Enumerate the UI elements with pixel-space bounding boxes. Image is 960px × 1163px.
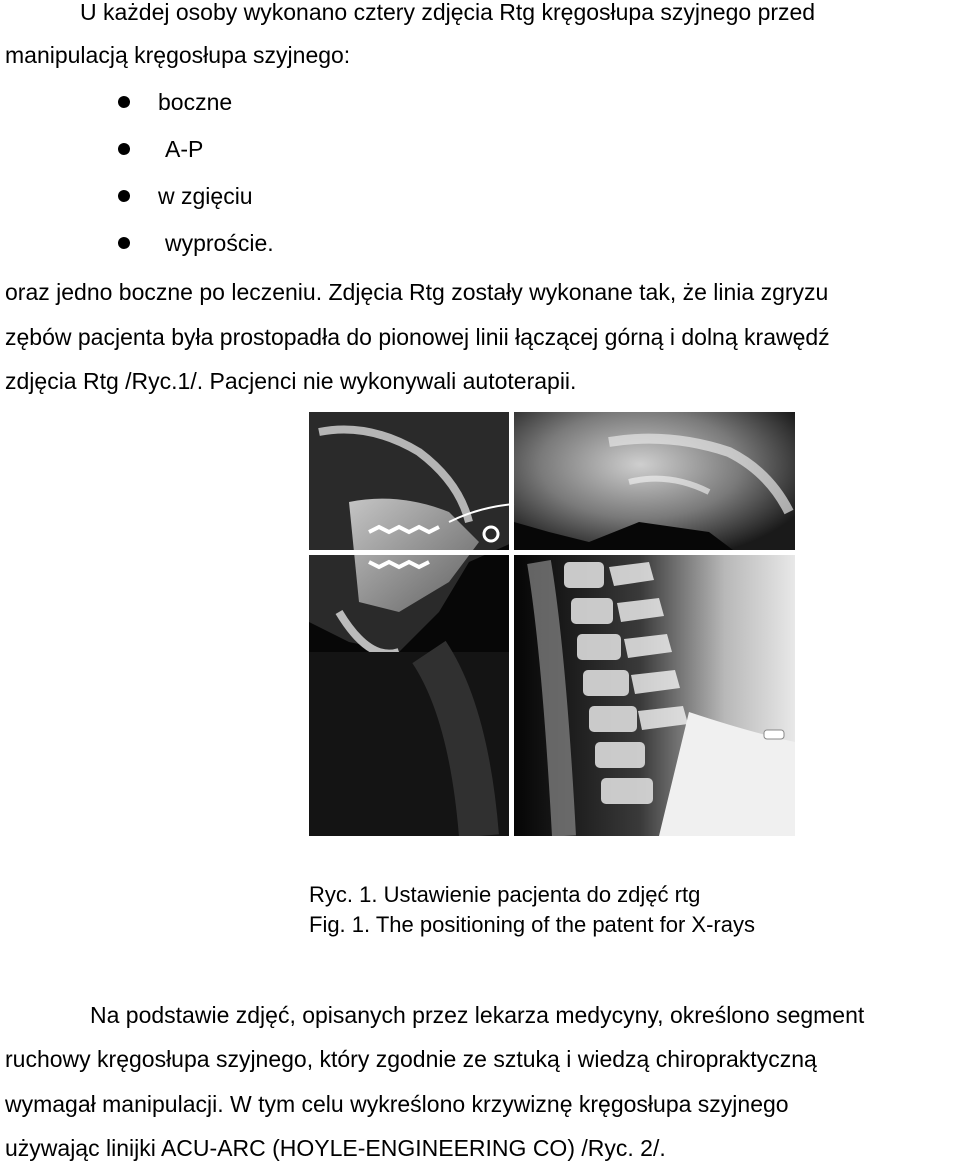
bullet-dot: [118, 96, 130, 108]
xray-cervical-spine-lateral-image: [309, 412, 795, 836]
paragraph3-line-4: używając linijki ACU-ARC (HOYLE-ENGINEERING CO) /Ryc. 2/.: [5, 1135, 666, 1161]
paragraph3-line-1: Na podstawie zdjęć, opisanych przez lekarza medycyny, określono segment: [90, 1002, 865, 1028]
bullet-dot: [118, 190, 130, 202]
paragraph3-line-2: ruchowy kręgosłupa szyjnego, który zgodnie ze sztuką i wiedzą chiropraktyczną: [5, 1046, 817, 1072]
figure-caption-en: Fig. 1. The positioning of the patent for X-rays: [309, 912, 755, 937]
list-item: A-P: [165, 136, 204, 162]
bullet-dot: [118, 143, 130, 155]
xray-figure: [309, 412, 795, 836]
figure-caption-pl: Ryc. 1. Ustawienie pacjenta do zdjęć rtg: [309, 882, 701, 907]
list-item: wyproście.: [165, 230, 274, 256]
paragraph1-line-1: U każdej osoby wykonano cztery zdjęcia Rtg kręgosłupa szyjnego przed: [80, 0, 816, 25]
paragraph1-line-2: manipulacją kręgosłupa szyjnego:: [5, 42, 351, 68]
paragraph2-line-3: zdjęcia Rtg /Ryc.1/. Pacjenci nie wykonywali autoterapii.: [5, 368, 577, 394]
bullet-dot: [118, 237, 130, 249]
paragraph2-line-2: zębów pacjenta była prostopadła do pionowej linii łączącej górną i dolną krawędź: [5, 324, 830, 350]
paragraph2-line-1: oraz jedno boczne po leczeniu. Zdjęcia Rtg zostały wykonane tak, że linia zgryzu: [5, 279, 829, 305]
paragraph3-line-3: wymagał manipulacji. W tym celu wykreślono krzywiznę kręgosłupa szyjnego: [5, 1091, 789, 1117]
list-item: boczne: [158, 89, 233, 115]
list-item: w zgięciu: [158, 183, 253, 209]
